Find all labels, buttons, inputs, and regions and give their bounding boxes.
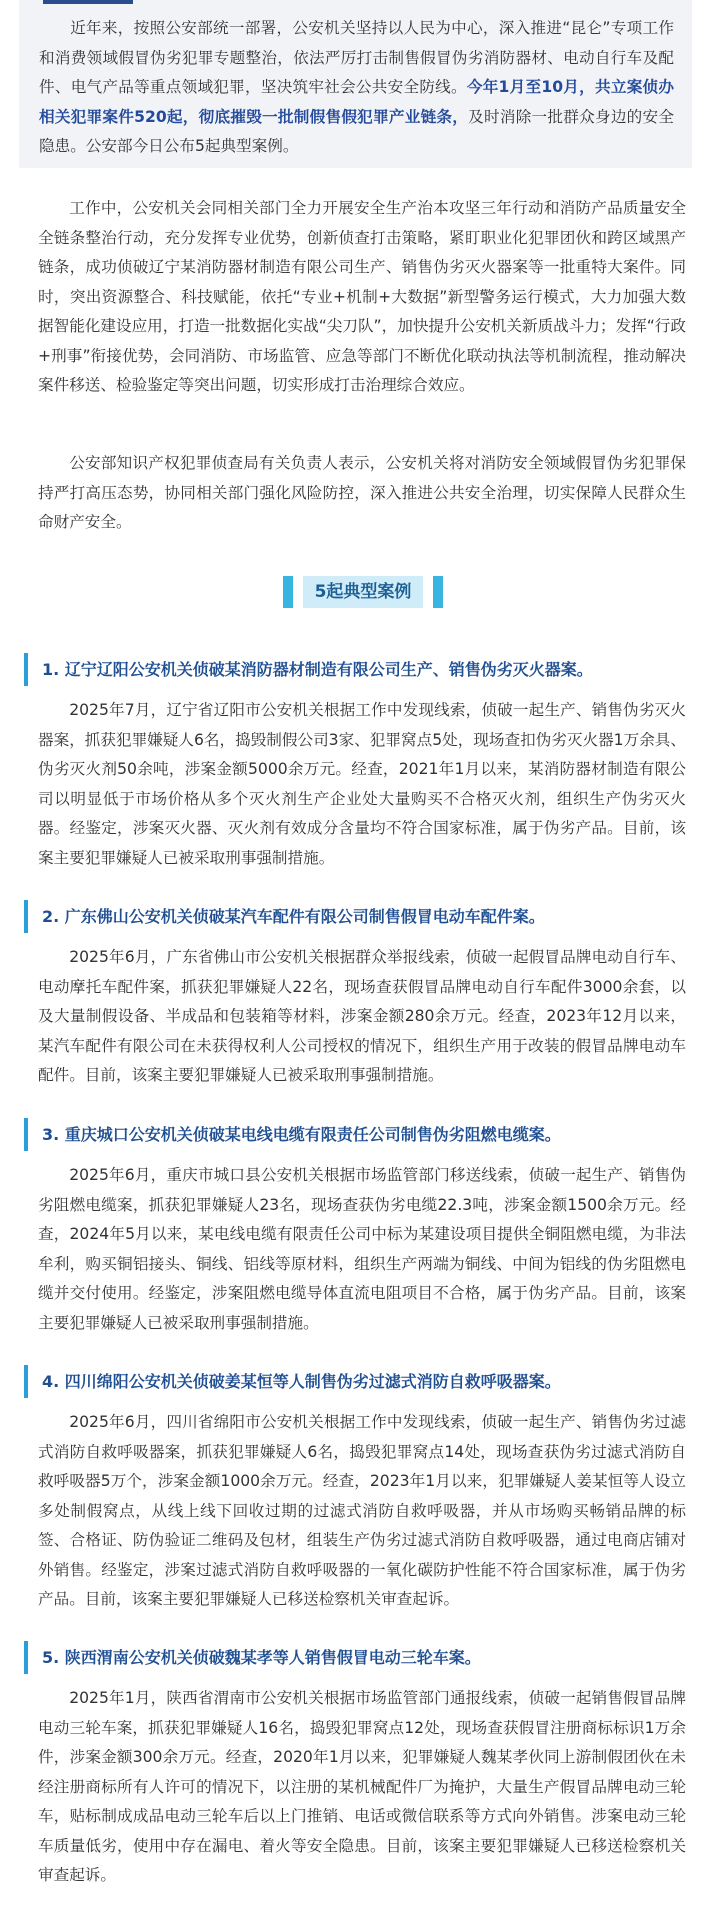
case-body-2 bbox=[38, 943, 686, 1091]
heading-bar-right bbox=[433, 576, 443, 608]
paragraph-text: 公安部知识产权犯罪侦查局有关负责人表示，公安机关将对消防安全领域假冒伪劣犯罪保持严打高压态势，协同相关部门强化风险防控，深入推进公共安全治理，切实保障人民群众生命财产安全。 bbox=[38, 454, 686, 531]
case-text: 2025年1月，陕西省渭南市公安机关根据市场监管部门通报线索，侦破一起销售假冒品牌电动三轮车案，抓获犯罪嫌疑人16名，捣毁犯罪窝点12处，现场查获假冒注册商标标识1万余件，涉案金额300余万元。经查，2020年1月以来，犯罪嫌疑人魏某孝伙同上游制假团伙在未经注册商标所有人许可的情况下，以注册的某机械配件厂为掩护，大量生产假冒品牌电动三轮车，贴标制成成品电动三轮车后以上门推销、电话或微信联系等方式向外销售。涉案电动三轮车质量低劣，使用中存在漏电、着火等安全隐患。目前，该案主要犯罪嫌疑人已移送检察机关审查起诉。 bbox=[38, 1689, 686, 1884]
section-heading bbox=[0, 574, 726, 610]
body-paragraph-2 bbox=[38, 449, 686, 538]
paragraph-text: 工作中，公安机关会同相关部门全力开展安全生产治本攻坚三年行动和消防产品质量安全全链条整治行动，充分发挥专业优势，创新侦查打击策略，紧盯职业化犯罪团伙和跨区域黑产链条，成功侦破辽宁某消防器材制造有限公司生产、销售伪劣灭火器案等一批重特大案件。同时，突出资源整合、科技赋能，依托“专业+机制+大数据”新型警务运行模式，大力加强大数据智能化建设应用，打造一批数据化实战“尖刀队”，加快提升公安机关新质战斗力；发挥“行政+刑事”衔接优势，会同消防、市场监管、应急等部门不断优化联动执法等机制流程，推动解决案件移送、检验鉴定等突出问题，切实形成打击治理综合效应。 bbox=[38, 199, 686, 394]
intro-paragraph bbox=[39, 14, 674, 162]
case-title-4: 4. 四川绵阳公安机关侦破姜某恒等人制售伪劣过滤式消防自救呼吸器案。 bbox=[24, 1365, 690, 1398]
intro-box bbox=[19, 0, 692, 168]
case-body-1 bbox=[38, 696, 686, 873]
case-title-2: 2. 广东佛山公安机关侦破某汽车配件有限公司制售假冒电动车配件案。 bbox=[24, 900, 690, 933]
case-body-4 bbox=[38, 1408, 686, 1615]
case-body-3 bbox=[38, 1161, 686, 1338]
intro-text: 近年来，按照公安部统一部署，公安机关坚持以人民为中心，深入推进“昆仑”专项工作和消费领域假冒伪劣犯罪专题整治，依法严厉打击制售假冒伪劣消防器材、电动自行车及配件、电气产品等重点领域犯罪，坚决筑牢社会公共安全防线。 bbox=[39, 19, 674, 96]
section-title: 5起典型案例 bbox=[303, 576, 424, 608]
case-title-1: 1. 辽宁辽阳公安机关侦破某消防器材制造有限公司生产、销售伪劣灭火器案。 bbox=[24, 653, 690, 686]
case-text: 2025年6月，广东省佛山市公安机关根据群众举报线索，侦破一起假冒品牌电动自行车、电动摩托车配件案，抓获犯罪嫌疑人22名，现场查获假冒品牌电动自行车配件3000余套，以及大量制假设备、半成品和包装箱等材料，涉案金额280余万元。经查，2023年12月以来，某汽车配件有限公司在未获得权利人公司授权的情况下，组织生产用于改装的假冒品牌电动车配件。目前，该案主要犯罪嫌疑人已被采取刑事强制措施。 bbox=[38, 948, 686, 1084]
intro-tail: 及时消除一批群众身边的安全隐患。公安部今日公布5起典型案例。 bbox=[39, 107, 674, 155]
case-text: 2025年6月，重庆市城口县公安机关根据市场监管部门移送线索，侦破一起生产、销售伪劣阻燃电缆案，抓获犯罪嫌疑人23名，现场查获伪劣电缆22.3吨，涉案金额1500余万元。经查，2024年5月以来，某电线电缆有限责任公司中标为某建设项目提供全铜阻燃电缆，为非法牟利，购买铜铝接头、铜线、铝线等原材料，组织生产两端为铜线、中间为铝线的伪劣阻燃电缆并交付使用。经鉴定，涉案阻燃电缆导体直流电阻项目不合格，属于伪劣产品。目前，该案主要犯罪嫌疑人已被采取刑事强制措施。 bbox=[38, 1166, 686, 1332]
case-text: 2025年7月，辽宁省辽阳市公安机关根据工作中发现线索，侦破一起生产、销售伪劣灭火器案，抓获犯罪嫌疑人6名，捣毁制假公司3家、犯罪窝点5处，现场查扣伪劣灭火器1万余具、伪劣灭火剂50余吨，涉案金额5000余万元。经查，2021年1月以来，某消防器材制造有限公司以明显低于市场价格从多个灭火剂生产企业处大量购买不合格灭火剂，组织生产伪劣灭火器。经鉴定，涉案灭火器、灭火剂有效成分含量均不符合国家标准，属于伪劣产品。目前，该案主要犯罪嫌疑人已被采取刑事强制措施。 bbox=[38, 701, 686, 867]
intro-highlight: 今年1月至10月，共立案侦办相关犯罪案件520起，彻底摧毁一批制假售假犯罪产业链条， bbox=[39, 78, 674, 126]
case-title-3: 3. 重庆城口公安机关侦破某电线电缆有限责任公司制售伪劣阻燃电缆案。 bbox=[24, 1118, 690, 1151]
case-body-5 bbox=[38, 1684, 686, 1891]
case-text: 2025年6月，四川省绵阳市公安机关根据工作中发现线索，侦破一起生产、销售伪劣过滤式消防自救呼吸器案，抓获犯罪嫌疑人6名，捣毁犯罪窝点14处，现场查获伪劣过滤式消防自救呼吸器5万个，涉案金额1000余万元。经查，2023年1月以来，犯罪嫌疑人姜某恒等人设立多处制假窝点，从线上线下回收过期的过滤式消防自救呼吸器，并从市场购买畅销品牌的标签、合格证、防伪验证二维码及包材，组装生产伪劣过滤式消防自救呼吸器，通过电商店铺对外销售。经鉴定，涉案过滤式消防自救呼吸器的一氧化碳防护性能不符合国家标准，属于伪劣产品。目前，该案主要犯罪嫌疑人已移送检察机关审查起诉。 bbox=[38, 1413, 686, 1608]
case-title-5: 5. 陕西渭南公安机关侦破魏某孝等人销售假冒电动三轮车案。 bbox=[24, 1641, 690, 1674]
intro-accent-bar bbox=[43, 0, 133, 4]
heading-bar-left bbox=[283, 576, 293, 608]
body-paragraph-1 bbox=[38, 194, 686, 401]
